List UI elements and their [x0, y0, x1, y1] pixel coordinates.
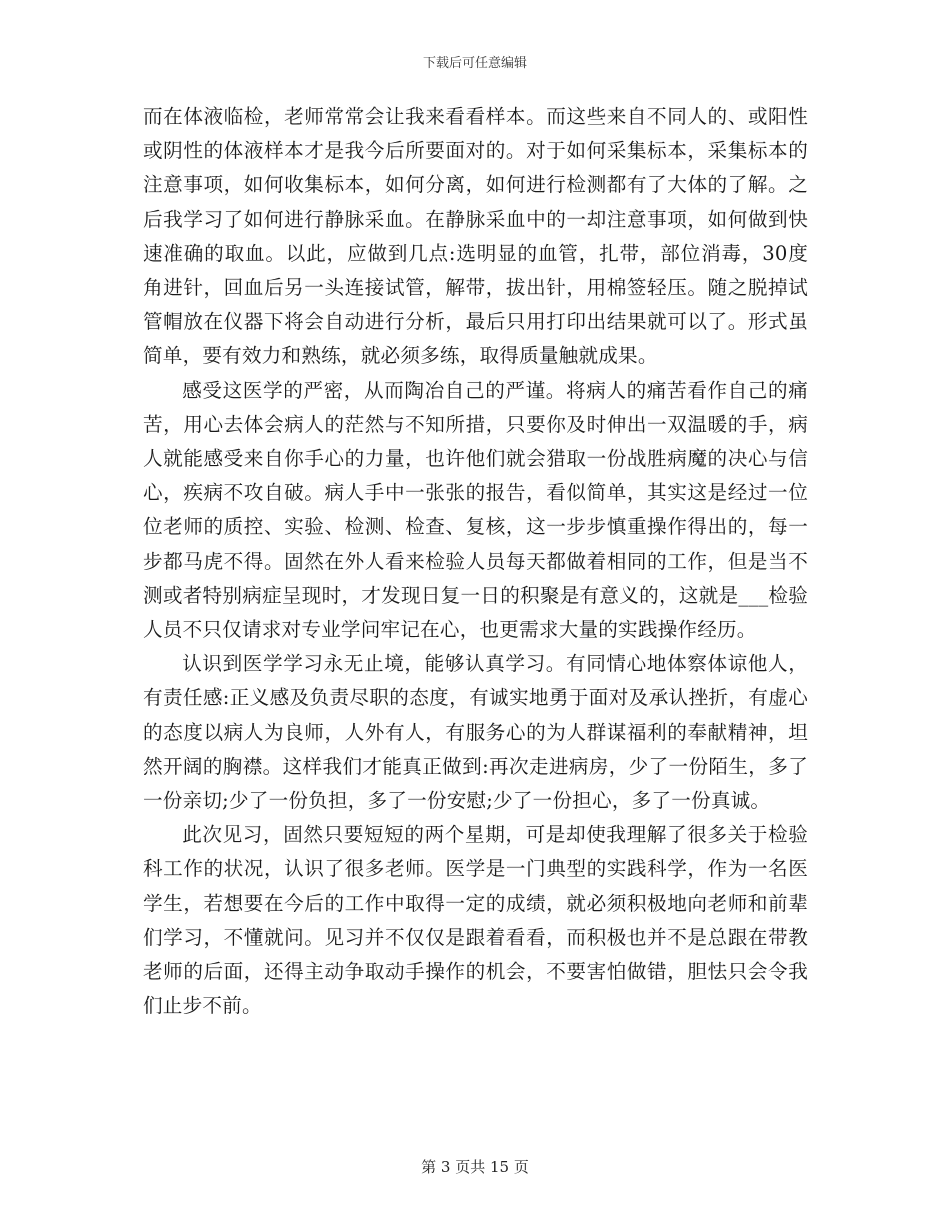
paragraph-1: 而在体液临检，老师常常会让我来看看样本。而这些来自不同人的、或阳性或阴性的体液样本才是我今后所要面对的。对于如何采集标本，采集标本的注意事项，如何收集标本，如何分离，如何进行检测都有了大体的了解。之后我学习了如何进行静脉采血。在静脉采血中的一却注意事项，如何做到快速准确的取血。以此，应做到几点:选明显的血管，扎带，部位消毒，30度角进针，回血后另一头连接试管，解带，拔出针，用棉签轻压。随之脱掉试管帽放在仪器下将会自动进行分析，最后只用打印出结果就可以了。形式虽简单，要有效力和熟练，就必须多练，取得质量触就成果。 [143, 105, 808, 368]
page-number: 第 3 页共 15 页 [421, 1158, 529, 1176]
paragraph-2: 感受这医学的严密，从而陶冶自己的严谨。将病人的痛苦看作自己的痛苦，用心去体会病人的茫然与不知所措，只要你及时伸出一双温暖的手，病人就能感受来自你手心的力量，也许他们就会猎取一份战胜病魔的决心与信心，疾病不攻自破。病人手中一张张的报告，看似简单，其实这是经过一位位老师的质控、实验、检测、检查、复核，这一步步慎重操作得出的，每一步都马虎不得。固然在外人看来检验人员每天都做着相同的工作，但是当不测或者特别病症呈现时，才发现日复一日的积聚是有意义的，这就是___检验人员不只仅请求对专业学问牢记在心，也更需求大量的实践操作经历。 [143, 378, 808, 642]
paragraph-4: 此次见习，固然只要短短的两个星期，可是却使我理解了很多关于检验科工作的状况，认识了很多老师。医学是一门典型的实践科学，作为一名医学生，若想要在今后的工作中取得一定的成绩，就必须积极地向老师和前辈们学习，不懂就问。见习并不仅仅是跟着看看，而积极也并不是总跟在带教老师的后面，还得主动争取动手操作的机会，不要害怕做错，胆怯只会令我们止步不前。 [143, 823, 808, 1018]
document-body [143, 100, 808, 1023]
page-header: 下载后可任意编辑 [422, 56, 527, 71]
paragraph-3: 认识到医学学习永无止境，能够认真学习。有同情心地体察体谅他人，有责任感:正义感及负责尽职的态度，有诚实地勇于面对及承认挫折，有虚心的态度以病人为良师，人外有人，有服务心的为人群谋福利的奉献精神，坦然开阔的胸襟。这样我们才能真正做到:再次走进病房，少了一份陌生，多了一份亲切;少了一份负担，多了一份安慰;少了一份担心，多了一份真诚。 [143, 652, 808, 813]
